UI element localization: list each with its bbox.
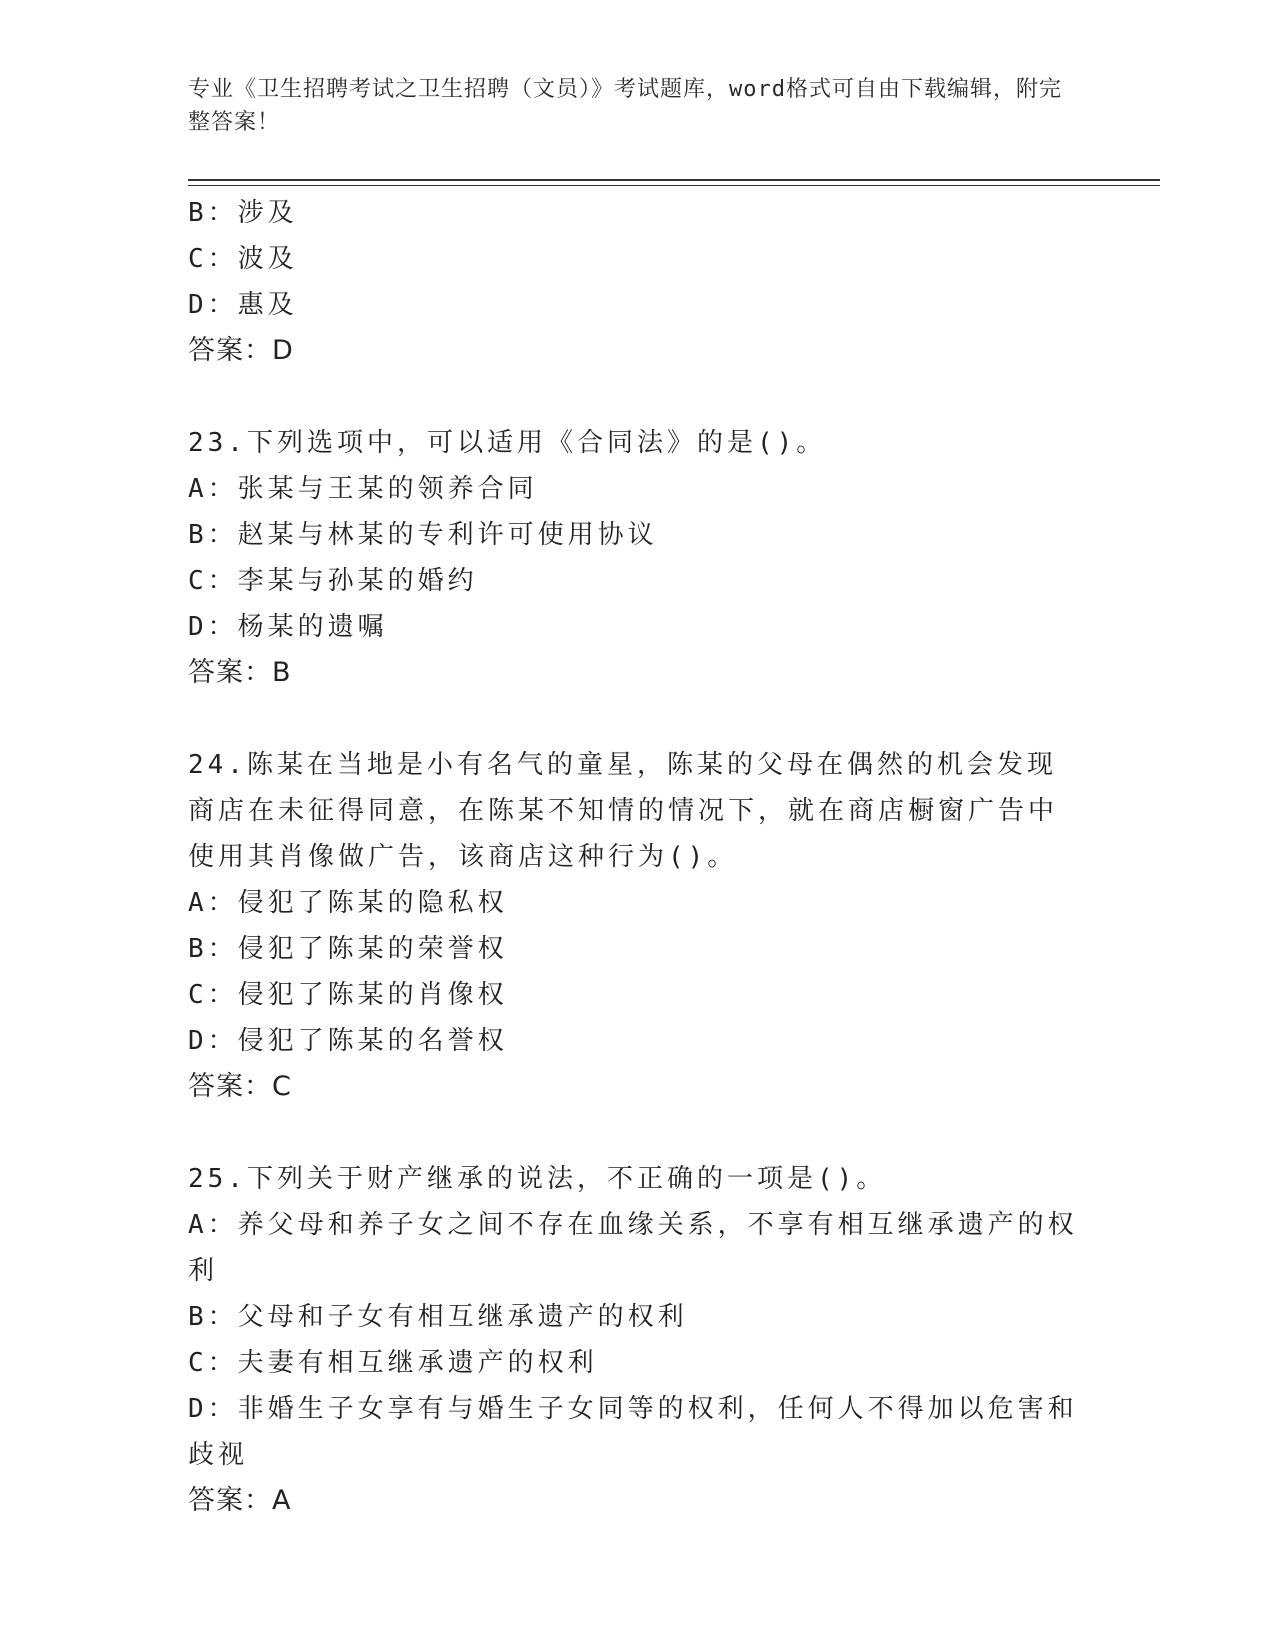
question-content: [188, 190, 1088, 1524]
option-d: D：侵犯了陈某的名誉权: [188, 1026, 508, 1056]
question-24: [188, 742, 1088, 1110]
option-a: A：养父母和养子女之间不存在血缘关系，不享有相互继承遗产的权利: [188, 1210, 1078, 1286]
option-c: C：侵犯了陈某的肖像权: [188, 980, 508, 1010]
question-stem: 23.下列选项中，可以适用《合同法》的是()。: [188, 428, 827, 458]
question-stem: 25.下列关于财产继承的说法，不正确的一项是()。: [188, 1164, 887, 1194]
option-d: D：惠及: [188, 290, 298, 320]
option-c: C：波及: [188, 244, 298, 274]
header-rule-thick: [188, 179, 1160, 181]
option-b: B：侵犯了陈某的荣誉权: [188, 934, 508, 964]
question-23: [188, 420, 1088, 696]
option-a: A：张某与王某的领养合同: [188, 474, 538, 504]
option-b: B：父母和子女有相互继承遗产的权利: [188, 1302, 688, 1332]
option-a: A：侵犯了陈某的隐私权: [188, 888, 508, 918]
question-22-partial: [188, 190, 1088, 374]
header-rule-thin: [188, 185, 1160, 186]
answer-line: 答案：B: [188, 657, 292, 688]
document-header: 专业《卫生招聘考试之卫生招聘（文员）》考试题库，word格式可自由下载编辑，附完整答案！: [188, 77, 1062, 135]
question-stem: 24.陈某在当地是小有名气的童星，陈某的父母在偶然的机会发现商店在未征得同意，在陈某不知情的情况下，就在商店橱窗广告中使用其肖像做广告，该商店这种行为()。: [188, 750, 1059, 872]
answer-line: 答案：D: [188, 335, 294, 366]
option-d: D：非婚生子女享有与婚生子女同等的权利，任何人不得加以危害和歧视: [188, 1394, 1078, 1470]
option-b: B：赵某与林某的专利许可使用协议: [188, 520, 658, 550]
option-b: B：涉及: [188, 198, 298, 228]
option-c: C：李某与孙某的婚约: [188, 566, 478, 596]
answer-line: 答案：A: [188, 1485, 292, 1516]
answer-line: 答案：C: [188, 1071, 292, 1102]
question-25: [188, 1156, 1088, 1524]
option-c: C：夫妻有相互继承遗产的权利: [188, 1348, 598, 1378]
option-d: D：杨某的遗嘱: [188, 612, 388, 642]
